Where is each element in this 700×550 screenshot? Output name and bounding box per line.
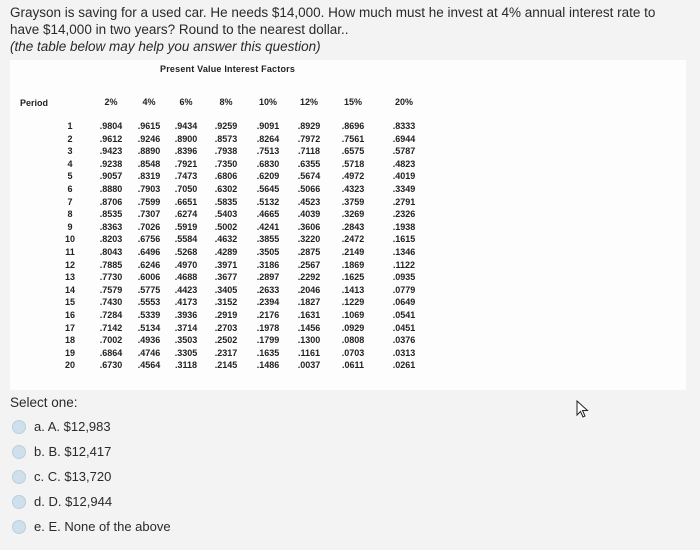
table-body <box>50 110 430 372</box>
factor-cell: .2875 <box>297 246 321 257</box>
rate-header: 15% <box>343 97 362 107</box>
factor-cell: .5919 <box>174 221 198 232</box>
factor-cell: .4423 <box>174 284 198 295</box>
factor-cell: .6756 <box>137 234 161 245</box>
factor-cell: .7903 <box>137 183 161 194</box>
factor-cell: .1161 <box>297 347 321 358</box>
factor-cell: .3269 <box>341 209 365 220</box>
rate-header: 4% <box>142 97 156 107</box>
period-cell: 5 <box>67 171 73 182</box>
factor-cell: .0313 <box>392 347 416 358</box>
table-header-row <box>50 94 430 110</box>
factor-cell: .0261 <box>392 360 416 371</box>
factor-cell: .7513 <box>256 146 280 157</box>
radio-button-b[interactable] <box>12 445 26 459</box>
factor-cell: .9423 <box>99 146 123 157</box>
factor-cell: .2919 <box>214 309 238 320</box>
period-cell: 8 <box>67 209 73 220</box>
question-hint: (the table below may help you answer this question) <box>10 39 321 54</box>
radio-button-d[interactable] <box>12 495 26 509</box>
factor-cell: .9238 <box>99 158 123 169</box>
factor-cell: .3606 <box>297 221 321 232</box>
factor-cell: .5835 <box>214 196 238 207</box>
table-row <box>50 296 430 309</box>
factor-cell: .6575 <box>341 146 365 157</box>
factor-cell: .3220 <box>297 234 321 245</box>
period-cell: 14 <box>64 284 75 295</box>
factor-cell: .5132 <box>256 196 280 207</box>
factor-cell: .1486 <box>256 360 280 371</box>
period-cell: 6 <box>67 183 73 194</box>
factor-cell: .0451 <box>392 322 416 333</box>
factor-cell: .4289 <box>214 246 238 257</box>
factor-cell: .5787 <box>392 146 416 157</box>
factor-cell: .3677 <box>214 272 238 283</box>
factor-cell: .4323 <box>341 183 365 194</box>
factor-cell: .7026 <box>137 221 161 232</box>
factor-cell: .1869 <box>341 259 365 270</box>
option-e-label: e. E. None of the above <box>34 519 171 534</box>
period-cell: 3 <box>67 146 73 157</box>
table-row <box>50 170 430 183</box>
factor-cell: .7730 <box>99 272 123 283</box>
rate-header: 6% <box>179 97 193 107</box>
factor-cell: .8363 <box>99 221 123 232</box>
factor-cell: .3405 <box>214 284 238 295</box>
table-row <box>50 334 430 347</box>
factor-cell: .3349 <box>392 183 416 194</box>
factor-cell: .1122 <box>392 259 416 270</box>
factor-cell: .3505 <box>256 246 280 257</box>
factor-cell: .9434 <box>174 121 198 131</box>
factor-cell: .4632 <box>214 234 238 245</box>
period-cell: 19 <box>64 347 75 358</box>
factor-cell: .0037 <box>297 360 321 371</box>
factor-cell: .2149 <box>341 246 365 257</box>
factor-cell: .6355 <box>297 158 321 169</box>
table-row <box>50 158 430 171</box>
option-d[interactable] <box>12 489 171 514</box>
factor-cell: .2292 <box>297 272 321 283</box>
factor-cell: .4564 <box>137 360 161 371</box>
factor-cell: .2633 <box>256 284 280 295</box>
option-d-label: d. D. $12,944 <box>34 494 113 509</box>
factor-cell: .4241 <box>256 221 280 232</box>
factor-cell: .1799 <box>256 335 280 346</box>
factor-cell: .7350 <box>214 158 238 169</box>
factor-cell: .5584 <box>174 234 198 245</box>
factor-cell: .2502 <box>214 335 238 346</box>
factor-cell: .1631 <box>297 309 321 320</box>
factor-cell: .6496 <box>137 246 161 257</box>
table-row <box>50 284 430 297</box>
factor-cell: .9259 <box>214 121 238 131</box>
period-cell: 12 <box>64 259 75 270</box>
factor-cell: .4523 <box>297 196 321 207</box>
factor-cell: .5553 <box>137 297 161 308</box>
table-title: Present Value Interest Factors <box>160 64 296 74</box>
factor-cell: .3936 <box>174 309 198 320</box>
select-one-label: Select one: <box>10 395 78 410</box>
factor-cell: .3503 <box>174 335 198 346</box>
factor-cell: .5002 <box>214 221 238 232</box>
table-row <box>50 221 430 234</box>
factor-cell: .1625 <box>341 272 365 283</box>
table-row <box>50 233 430 246</box>
factor-cell: .6006 <box>137 272 161 283</box>
factor-cell: .6830 <box>256 158 280 169</box>
factor-cell: .0376 <box>392 335 416 346</box>
factor-cell: .8706 <box>99 196 123 207</box>
period-cell: 7 <box>67 196 73 207</box>
factor-cell: .0929 <box>341 322 365 333</box>
question-line-1: Grayson is saving for a used car. He needs $14,000. How much must he invest at 4% annual interest rate to <box>10 5 656 20</box>
period-cell: 13 <box>64 272 75 283</box>
factor-cell: .5718 <box>341 158 365 169</box>
factor-cell: .8900 <box>174 133 198 144</box>
factor-cell: .7885 <box>99 259 123 270</box>
factor-cell: .6651 <box>174 196 198 207</box>
factor-cell: .0935 <box>392 272 416 283</box>
factor-cell: .7599 <box>137 196 161 207</box>
factor-cell: .2703 <box>214 322 238 333</box>
period-cell: 4 <box>67 158 73 169</box>
factor-cell: .0611 <box>341 360 365 371</box>
option-c[interactable] <box>12 464 171 489</box>
factor-cell: .9615 <box>137 121 161 131</box>
factor-cell: .3855 <box>256 234 280 245</box>
factor-cell: .2326 <box>392 209 416 220</box>
factor-cell: .4746 <box>137 347 161 358</box>
factor-cell: .1978 <box>256 322 280 333</box>
factor-cell: .2843 <box>341 221 365 232</box>
factor-cell: .8696 <box>341 121 365 131</box>
factor-cell: .6274 <box>174 209 198 220</box>
factor-cell: .8929 <box>297 121 321 131</box>
option-a-label: a. A. $12,983 <box>34 419 111 434</box>
factor-cell: .5775 <box>137 284 161 295</box>
factor-cell: .2046 <box>297 284 321 295</box>
factor-cell: .7118 <box>297 146 321 157</box>
period-cell: 17 <box>64 322 75 333</box>
option-c-label: c. C. $13,720 <box>34 469 112 484</box>
factor-cell: .4173 <box>174 297 198 308</box>
factor-cell: .8264 <box>256 133 280 144</box>
rate-header: 10% <box>258 97 277 107</box>
factor-cell: .7050 <box>174 183 198 194</box>
radio-button-e[interactable] <box>12 520 26 534</box>
factor-cell: .2145 <box>214 360 238 371</box>
factor-cell: .8573 <box>214 133 238 144</box>
question-text <box>10 4 690 55</box>
table-row <box>50 322 430 335</box>
factor-cell: .0703 <box>341 347 365 358</box>
rate-header: 2% <box>104 97 118 107</box>
option-b-label: b. B. $12,417 <box>34 444 112 459</box>
factor-cell: .8890 <box>137 146 161 157</box>
factor-cell: .9091 <box>256 121 280 131</box>
factor-cell: .0779 <box>392 284 416 295</box>
factor-cell: .8203 <box>99 234 123 245</box>
factor-cell: .1300 <box>297 335 321 346</box>
factor-cell: .3971 <box>214 259 238 270</box>
option-a[interactable] <box>12 414 171 439</box>
factor-cell: .2897 <box>256 272 280 283</box>
factor-cell: .6246 <box>137 259 161 270</box>
factor-cell: .2567 <box>297 259 321 270</box>
period-cell: 15 <box>64 297 75 308</box>
factor-cell: .3714 <box>174 322 198 333</box>
period-cell: 20 <box>64 360 75 371</box>
radio-button-c[interactable] <box>12 470 26 484</box>
factor-cell: .1635 <box>256 347 280 358</box>
factor-cell: .1229 <box>341 297 365 308</box>
factor-cell: .7284 <box>99 309 123 320</box>
factor-cell: .8880 <box>99 183 123 194</box>
factor-cell: .4019 <box>392 171 416 182</box>
table-row <box>50 110 430 133</box>
rate-header: 8% <box>219 97 233 107</box>
table-row <box>50 246 430 259</box>
factor-cell: .1413 <box>341 284 365 295</box>
question-line-2: have $14,000 in two years? Round to the nearest dollar.. <box>10 22 349 37</box>
factor-cell: .8396 <box>174 146 198 157</box>
pointer-cursor-icon <box>575 400 591 418</box>
factor-cell: .3305 <box>174 347 198 358</box>
factor-cell: .4970 <box>174 259 198 270</box>
factor-cell: .5339 <box>137 309 161 320</box>
factor-cell: .0649 <box>392 297 416 308</box>
factor-cell: .9612 <box>99 133 123 144</box>
factor-cell: .7921 <box>174 158 198 169</box>
table-row <box>50 259 430 272</box>
factor-cell: .0808 <box>341 335 365 346</box>
factor-cell: .1827 <box>297 297 321 308</box>
factor-cell: .8043 <box>99 246 123 257</box>
factor-cell: .5134 <box>137 322 161 333</box>
factor-cell: .7561 <box>341 133 365 144</box>
period-cell: 16 <box>64 309 75 320</box>
factor-cell: .9057 <box>99 171 123 182</box>
factor-cell: .5403 <box>214 209 238 220</box>
factor-cell: .2317 <box>214 347 238 358</box>
period-cell: 18 <box>64 335 75 346</box>
factor-cell: .9804 <box>99 121 123 131</box>
table-row <box>50 196 430 209</box>
pv-factor-table <box>50 94 430 372</box>
factor-cell: .5674 <box>297 171 321 182</box>
factor-cell: .6302 <box>214 183 238 194</box>
factor-cell: .4039 <box>297 209 321 220</box>
table-row <box>50 271 430 284</box>
answer-options <box>12 414 171 539</box>
rate-header: 12% <box>299 97 318 107</box>
table-row <box>50 208 430 221</box>
factor-cell: .0541 <box>392 309 416 320</box>
period-cell: 9 <box>67 221 73 232</box>
factor-cell: .8333 <box>392 121 416 131</box>
option-b[interactable] <box>12 439 171 464</box>
factor-cell: .2472 <box>341 234 365 245</box>
option-e[interactable] <box>12 514 171 539</box>
factor-cell: .3186 <box>256 259 280 270</box>
factor-cell: .4936 <box>137 335 161 346</box>
factor-cell: .1069 <box>341 309 365 320</box>
table-row <box>50 145 430 158</box>
table-row <box>50 309 430 322</box>
factor-cell: .3118 <box>174 360 198 371</box>
factor-cell: .8319 <box>137 171 161 182</box>
factor-cell: .4665 <box>256 209 280 220</box>
factor-cell: .6209 <box>256 171 280 182</box>
factor-cell: .7972 <box>297 133 321 144</box>
rate-header: 20% <box>394 97 413 107</box>
table-row <box>50 183 430 196</box>
factor-cell: .4972 <box>341 171 365 182</box>
factor-cell: .1346 <box>392 246 416 257</box>
factor-cell: .4823 <box>392 158 416 169</box>
factor-cell: .5645 <box>256 183 280 194</box>
table-row <box>50 359 430 372</box>
factor-cell: .3152 <box>214 297 238 308</box>
factor-cell: .7579 <box>99 284 123 295</box>
factor-cell: .6864 <box>99 347 123 358</box>
factor-cell: .3759 <box>341 196 365 207</box>
pv-table-image <box>10 60 686 390</box>
factor-cell: .8548 <box>137 158 161 169</box>
factor-cell: .1456 <box>297 322 321 333</box>
factor-cell: .7430 <box>99 297 123 308</box>
factor-cell: .7938 <box>214 146 238 157</box>
factor-cell: .6730 <box>99 360 123 371</box>
factor-cell: .7002 <box>99 335 123 346</box>
factor-cell: .6944 <box>392 133 416 144</box>
period-label: Period <box>20 98 49 108</box>
factor-cell: .2176 <box>256 309 280 320</box>
factor-cell: .1615 <box>392 234 416 245</box>
factor-cell: .1938 <box>392 221 416 232</box>
factor-cell: .7307 <box>137 209 161 220</box>
table-row <box>50 133 430 146</box>
table-row <box>50 347 430 360</box>
factor-cell: .5268 <box>174 246 198 257</box>
period-cell: 11 <box>65 246 75 257</box>
factor-cell: .7142 <box>99 322 123 333</box>
radio-button-a[interactable] <box>12 420 26 434</box>
factor-cell: .8535 <box>99 209 123 220</box>
factor-cell: .9246 <box>137 133 161 144</box>
factor-cell: .4688 <box>174 272 198 283</box>
factor-cell: .2394 <box>256 297 280 308</box>
factor-cell: .7473 <box>174 171 198 182</box>
period-cell: 10 <box>64 234 75 245</box>
factor-cell: .6806 <box>214 171 238 182</box>
factor-cell: .5066 <box>297 183 321 194</box>
period-cell: 1 <box>67 121 73 131</box>
period-cell: 2 <box>67 133 73 144</box>
factor-cell: .2791 <box>392 196 416 207</box>
